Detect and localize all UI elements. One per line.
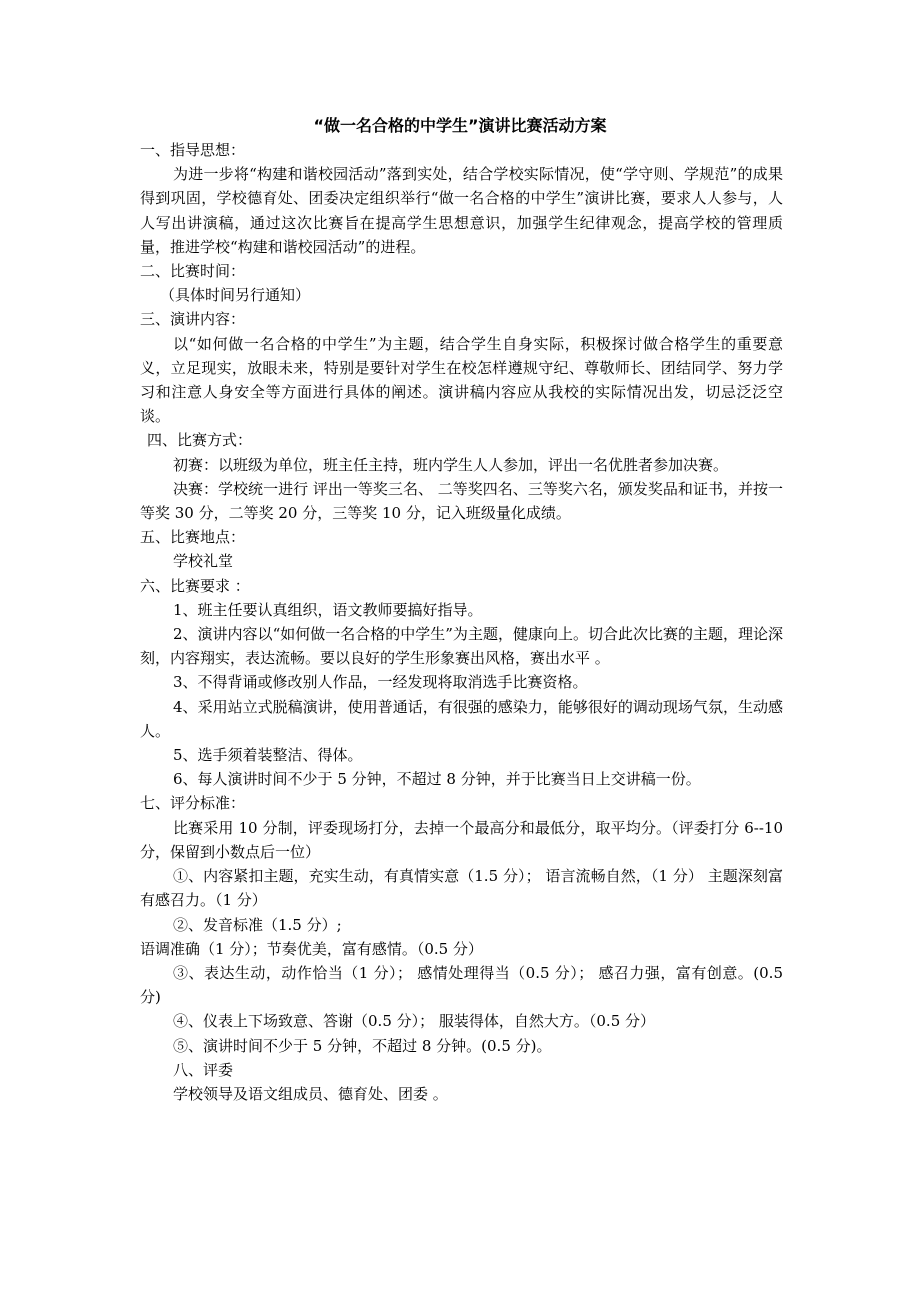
- format-final: 决赛：学校统一进行 评出一等奖三名、 二等奖四名、三等奖六名，颁发奖品和证书，并按一等奖 30 分，二等奖 20 分，三等奖 10 分，记入班级量化成绩。: [140, 479, 783, 523]
- section-heading-guiding-idea: 一、指导思想：: [140, 141, 246, 159]
- scoring-criterion: 语调准确（1 分）；节奏优美，富有感情。（0.5 分）: [140, 939, 483, 958]
- requirement-item: 4、采用站立式脱稿演讲，使用普通话，有很强的感染力，能够很好的调动现场气氛，生动感人。: [140, 697, 783, 740]
- document-title: “做一名合格的中学生”演讲比赛活动方案: [313, 116, 607, 135]
- scoring-criterion: ⑤、演讲时间不少于 5 分钟，不超过 8 分钟。(0.5 分)。: [173, 1036, 552, 1055]
- format-preliminary: 初赛：以班级为单位，班主任主持，班内学生人人参加，评出一名优胜者参加决赛。: [173, 455, 729, 474]
- section-body-guiding-idea: 为进一步将“构建和谐校园活动”落到实处，结合学校实际情况，使“学守则、学规范”的成果得到巩固，学校德育处、团委决定组织举行“做一名合格的中学生”演讲比赛，要求人人参与，人人写出讲演稿，通过这次比赛旨在提高学生思想意识，加强学生纪律观念，提高学校的管理质量，推进学校“构建和谐校园活动”的进程。: [140, 165, 783, 256]
- scoring-intro: 比赛采用 10 分制，评委现场打分，去掉一个最高分和最低分，取平均分。（评委打分 6--10 分，保留到小数点后一位）: [140, 818, 783, 861]
- requirement-item: 3、不得背诵或修改别人作品，一经发现将取消选手比赛资格。: [173, 673, 588, 692]
- scoring-criterion: ④、仪表上下场致意、答谢（0.5 分）； 服装得体，自然大方。（0.5 分）: [173, 1012, 656, 1031]
- section-heading-content: 三、演讲内容：: [140, 310, 246, 329]
- section-body-time: （具体时间另行通知）: [160, 286, 311, 305]
- scoring-criterion: ②、发音标准（1.5 分）;: [173, 915, 342, 934]
- document-body: [140, 138, 783, 1106]
- section-heading-format: 四、比赛方式：: [147, 431, 253, 450]
- requirement-item: 5、选手须着装整洁、得体。: [173, 746, 363, 765]
- section-body-venue: 学校礼堂: [173, 552, 234, 571]
- scoring-criterion: ①、内容紧扣主题，充实生动，有真情实意（1.5 分）； 语言流畅自然，（1 分） 主题深刻富有感召力。（1 分）: [140, 867, 783, 910]
- scoring-criterion: ③、表达生动，动作恰当（1 分）； 感情处理得当（0.5 分）； 感召力强，富有创意。(0.5 分): [140, 963, 783, 1007]
- section-heading-time: 二、比赛时间：: [140, 262, 246, 281]
- section-heading-judges: 八、评委: [173, 1060, 234, 1079]
- requirement-item: 6、每人演讲时间不少于 5 分钟，不超过 8 分钟，并于比赛当日上交讲稿一份。: [173, 770, 701, 789]
- requirement-item: 2、演讲内容以“如何做一名合格的中学生”为主题，健康向上。切合此次比赛的主题，理论深刻，内容翔实，表达流畅。要以良好的学生形象赛出风格，赛出水平 。: [140, 625, 783, 668]
- section-body-content: 以“如何做一名合格的中学生”为主题，结合学生自身实际，积极探讨做合格学生的重要意义，立足现实，放眼未来，特别是要针对学生在校怎样遵规守纪、尊敬师长、团结同学、努力学习和注意人身安全等方面进行具体的阐述。演讲稿内容应从我校的实际情况出发，切忌泛泛空谈。: [140, 334, 783, 426]
- section-heading-scoring: 七、评分标准：: [140, 794, 246, 813]
- section-heading-requirements: 六、比赛要求 ：: [140, 576, 250, 595]
- section-heading-venue: 五、比赛地点：: [140, 528, 246, 547]
- requirement-item: 1、班主任要认真组织，语文教师要搞好指导。: [173, 600, 483, 619]
- section-body-judges: 学校领导及语文组成员、德育处、团委 。: [173, 1084, 448, 1103]
